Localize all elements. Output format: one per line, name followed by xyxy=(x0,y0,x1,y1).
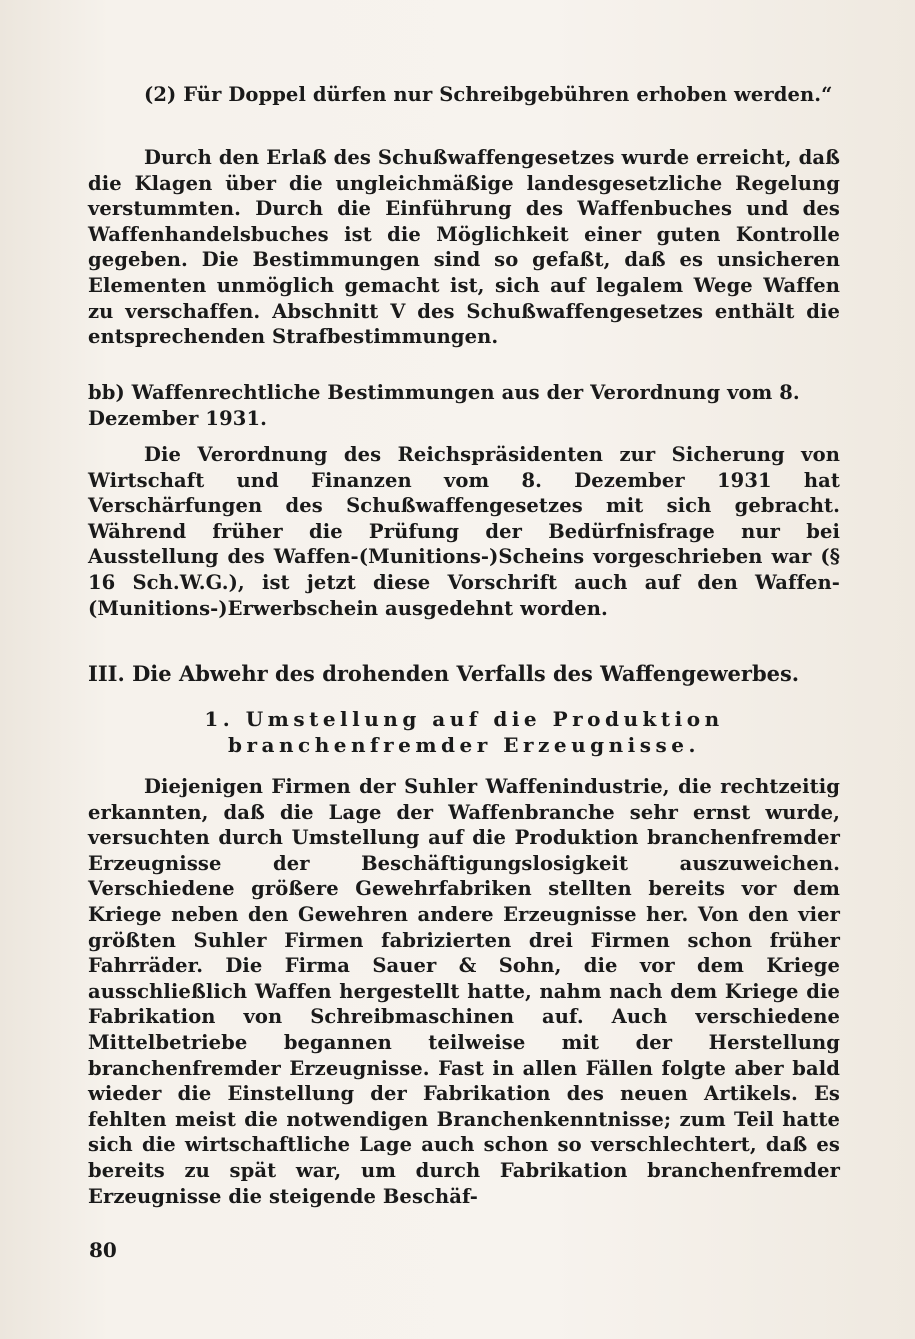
paragraph-suhler-firmen: Diejenigen Firmen der Suhler Waffenindustrie, die rechtzeitig erkannten, daß die Lage der Waffenbranche sehr ernst wurde, versuchten durch Umstellung auf die Produktion branchenfremder Erzeugnisse der Beschäftigungslosigkeit auszuweichen. Verschiedene größere Gewehrfabriken stellten bereits vor dem Kriege neben den Gewehren andere Erzeugnisse her. Von den vier größten Suhler Firmen fabrizierten drei Firmen schon früher Fahrräder. Die Firma Sauer & Sohn, die vor dem Kriege ausschließlich Waffen hergestellt hatte, nahm nach dem Kriege die Fabrikation von Schreibmaschinen auf. Auch verschiedene Mittelbetriebe begannen teilweise mit der Herstellung branchenfremder Erzeugnisse. Fast in allen Fällen folgte aber bald wieder die Einstellung der Fabrikation des neuen Artikels. Es fehlten meist die notwendigen Branchenkenntnisse; zum Teil hatte sich die wirtschaftliche Lage auch schon so verschlechtert, daß es bereits zu spät war, um durch Fabrikation branchenfremder Erzeugnisse die steigende Beschäf- xyxy=(88,775,840,1208)
paragraph-quote-end: (2) Für Doppel dürfen nur Schreibgebühren erhoben werden.“ xyxy=(144,83,833,106)
subsection-heading-bb: bb) Waffenrechtliche Bestimmungen aus der Verordnung vom 8. Dezember 1931. xyxy=(88,381,800,430)
paragraph-schusswaffengesetz: Durch den Erlaß des Schußwaffengesetzes wurde erreicht, daß die Klagen über die ungleichmäßige landesgesetzliche Regelung verstummten. Durch die Einführung des Waffenbuches und des Waffenhandelsbuches ist die Möglichkeit einer guten Kontrolle gegeben. Die Bestimmungen sind so gefaßt, daß es unsicheren Elementen unmöglich gemacht ist, sich auf legalem Wege Waffen zu verschaffen. Abschnitt V des Schußwaffengesetzes enthält die entsprechenden Strafbestimmungen. xyxy=(88,146,840,349)
page-number: 80 xyxy=(89,1238,117,1262)
section-heading-iii: III. Die Abwehr des drohenden Verfalls des Waffengewerbes. xyxy=(88,661,800,686)
subheading-umstellung: 1. Umstellung auf die Produktion branchenfremder Erzeugnisse. xyxy=(204,707,724,757)
paragraph-verordnung: Die Verordnung des Reichspräsidenten zur Sicherung von Wirtschaft und Finanzen vom 8. Dezember 1931 hat Verschärfungen des Schußwaffengesetzes mit sich gebracht. Während früher die Prüfung der Bedürfnisfrage nur bei Ausstellung des Waffen-(Munitions-)Scheins vorgeschrieben war (§ 16 Sch.W.G.), ist jetzt diese Vorschrift auch auf den Waffen-(Munitions-)Erwerbschein ausgedehnt worden. xyxy=(88,443,840,620)
